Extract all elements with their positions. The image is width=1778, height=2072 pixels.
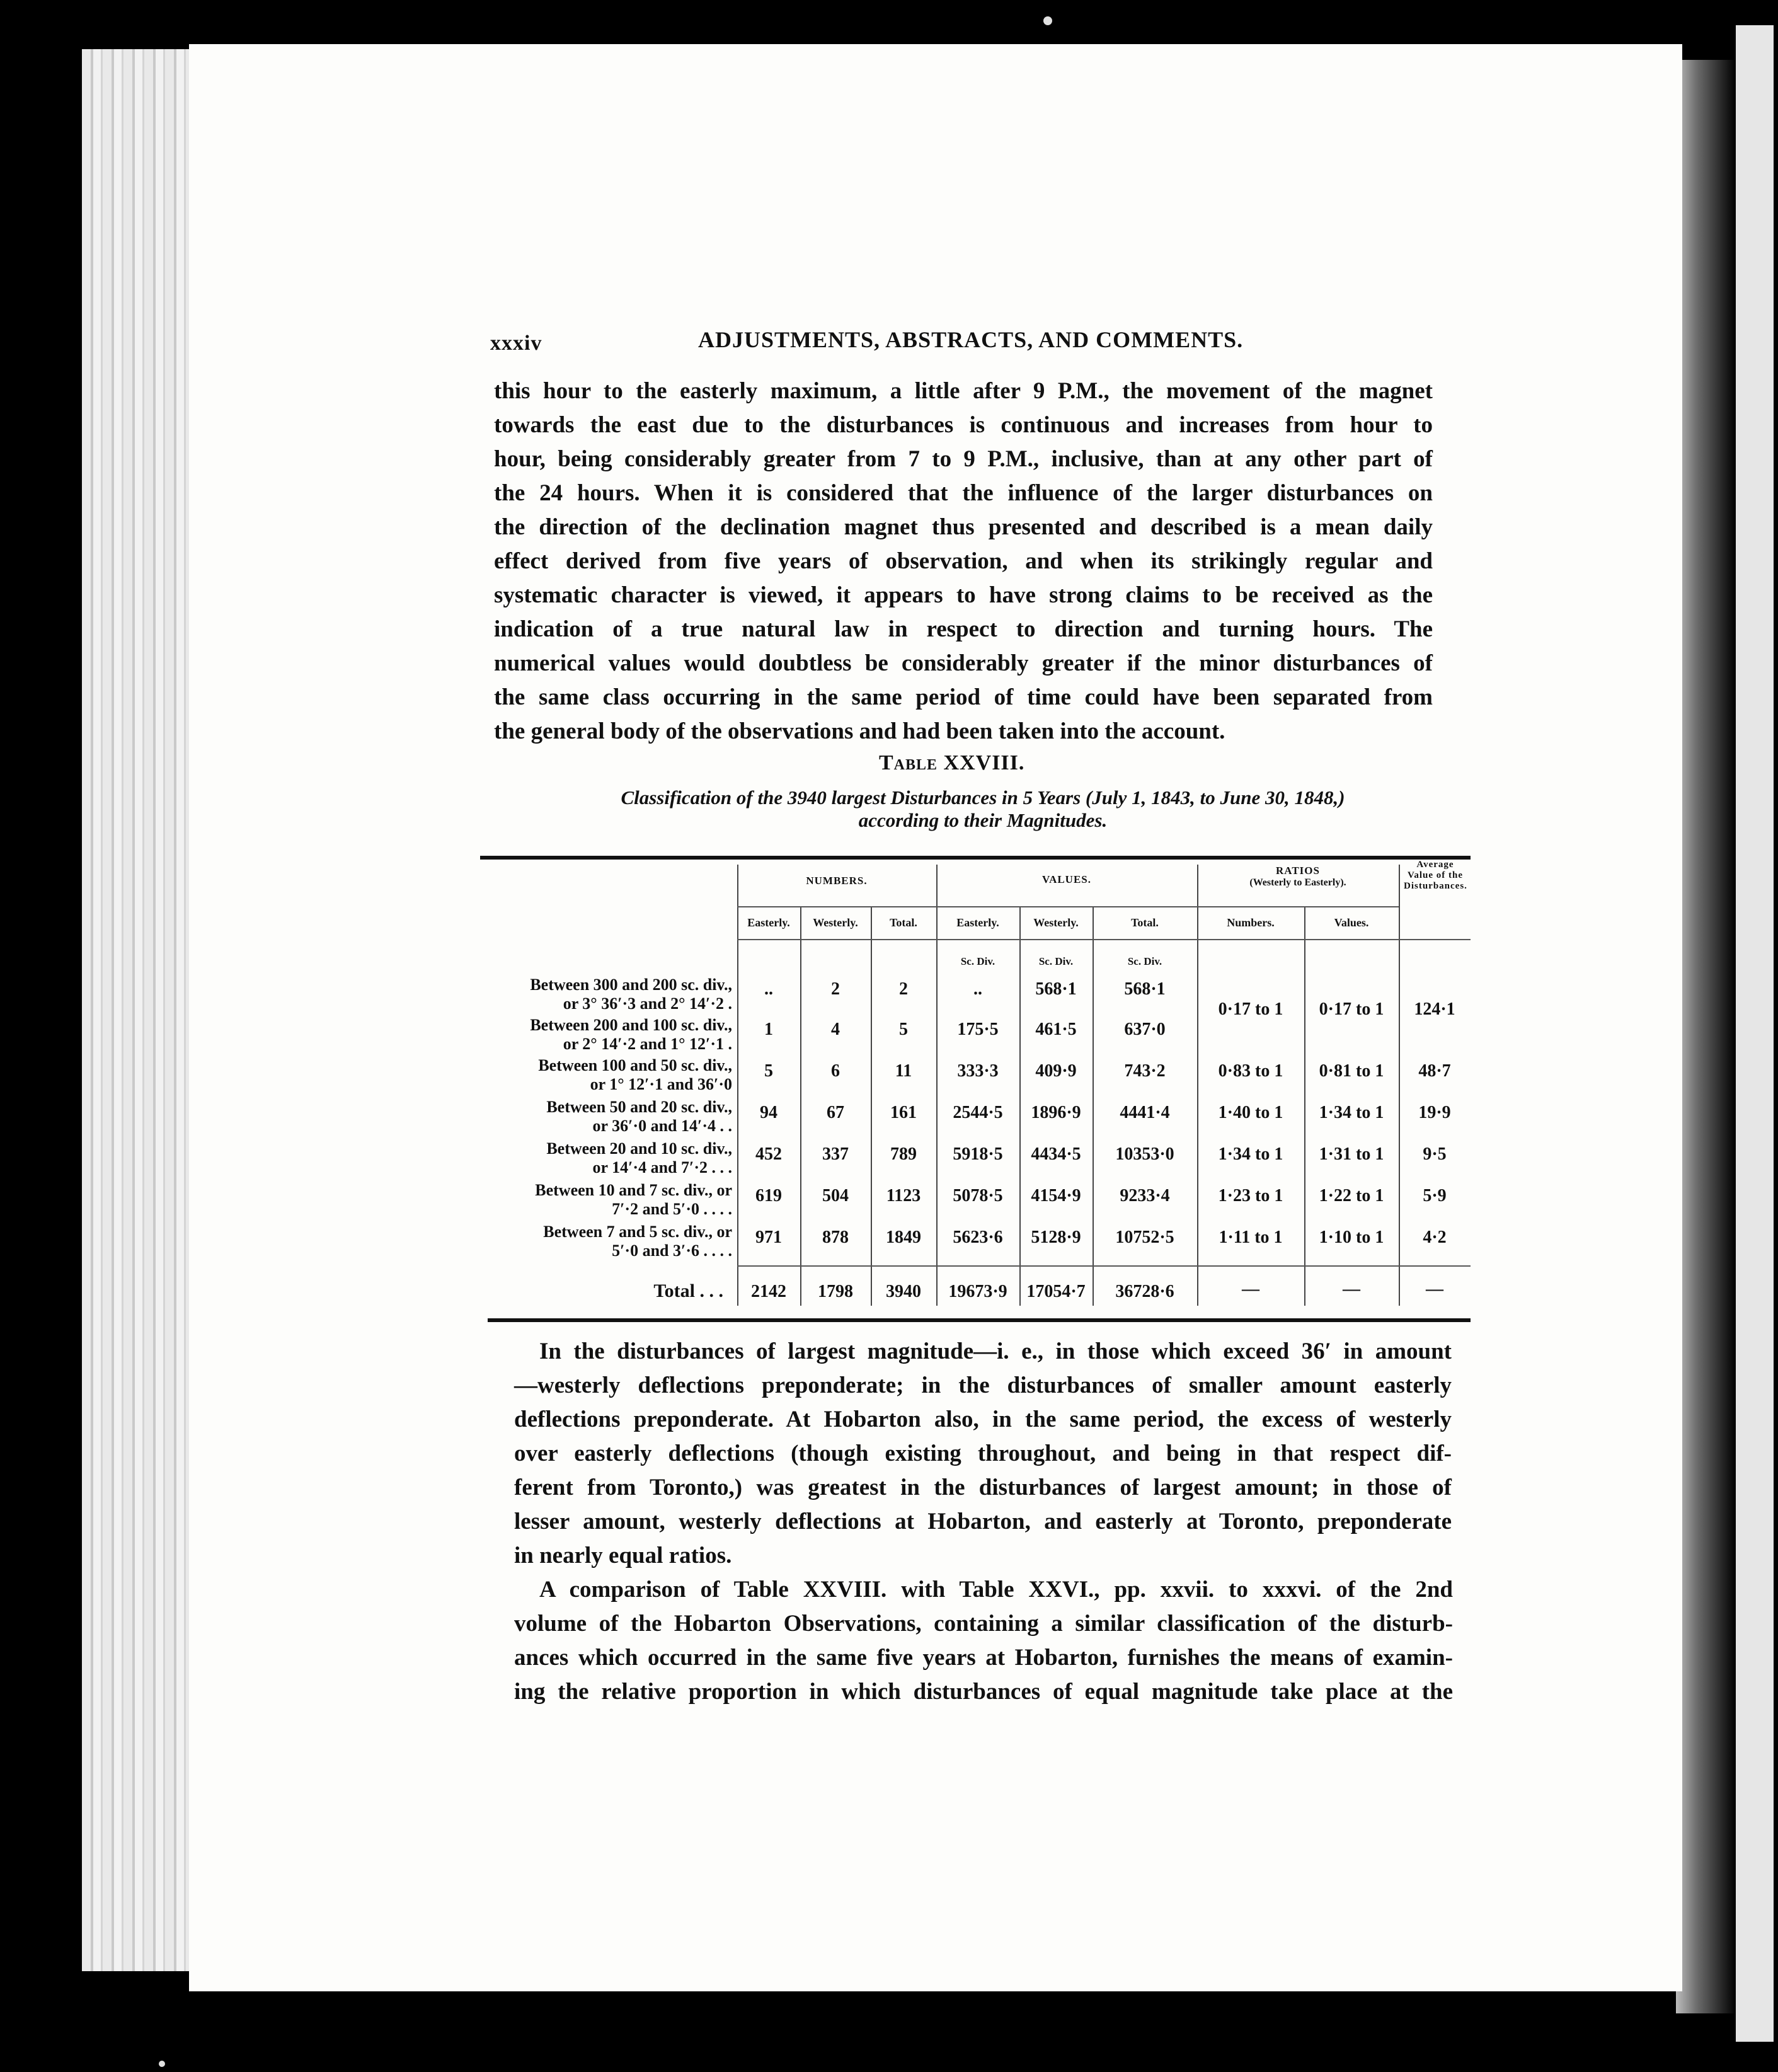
cell-v-total: 10752·5 (1115, 1228, 1174, 1247)
dust-speck (159, 2061, 165, 2067)
cell-v-total: 743·2 (1124, 1061, 1166, 1081)
cell-total: 161 (890, 1103, 917, 1122)
text-line: hour, being considerably greater from 7 to 9 P.M., inclusive, than at any other part of (494, 446, 1433, 472)
facing-page-strip (1736, 25, 1774, 2042)
text-line: deflections preponderate. At Hobarton also, in the same period, the excess of westerly (514, 1407, 1452, 1432)
cell-west: 2 (831, 979, 840, 999)
text-line: lesser amount, westerly deflections at Hobarton, and easterly at Toronto, preponderate (514, 1509, 1452, 1534)
folio: xxxiv (490, 331, 542, 355)
row-label-line: Between 10 and 7 sc. div., or (535, 1181, 732, 1199)
cell-average: 124·1 (1414, 999, 1455, 1019)
group-header-values: VALUES. (1041, 873, 1092, 885)
cell-west: 504 (822, 1186, 849, 1206)
row-label (480, 1139, 732, 1177)
total-average: — (1426, 1279, 1443, 1299)
cell-ratio-numbers: 1·34 to 1 (1218, 1144, 1283, 1164)
gutter-shadow (1676, 60, 1736, 2013)
header-rule (737, 906, 1399, 907)
cell-v-total: 4441·4 (1120, 1103, 1170, 1122)
cell-ratio-values: 1·22 to 1 (1319, 1186, 1384, 1206)
text-line: over easterly deflections (though existing throughout, and being in that respect dif- (514, 1441, 1452, 1466)
cell-v-total: 637·0 (1124, 1020, 1166, 1039)
cell-v-total: 10353·0 (1115, 1144, 1174, 1164)
cell-v-east: 5918·5 (953, 1144, 1003, 1164)
cell-ratio-numbers: 0·17 to 1 (1218, 999, 1283, 1019)
text-line: the same class occurring in the same period of time could have been separated from (494, 684, 1433, 710)
row-label-line: Between 100 and 50 sc. div., (538, 1056, 732, 1074)
cell-v-east: 5623·6 (953, 1228, 1003, 1247)
row-label-line: 7′·2 and 5′·0 . . . . (612, 1200, 732, 1218)
cell-v-west: 4434·5 (1031, 1144, 1081, 1164)
subheader-ratio-numbers: Numbers. (1227, 916, 1275, 929)
header-rule (737, 939, 1471, 940)
total-rule (737, 1265, 1471, 1267)
cell-total: 1123 (886, 1186, 921, 1206)
cell-ratio-numbers: 1·40 to 1 (1218, 1103, 1283, 1122)
text-line: towards the east due to the disturbances is continuous and increases from hour to (494, 412, 1433, 438)
row-label (480, 1223, 732, 1260)
subheader-values-westerly: Westerly. (1033, 916, 1079, 929)
cell-east: 1 (764, 1020, 773, 1039)
cell-average: 48·7 (1418, 1061, 1451, 1081)
cell-total: 1849 (886, 1228, 921, 1247)
text-line: indication of a true natural law in respect to direction and turning hours. The (494, 616, 1433, 642)
cell-v-west: 461·5 (1035, 1020, 1077, 1039)
subheader-ratio-values: Values. (1334, 916, 1369, 929)
total-ratio-numbers: — (1242, 1279, 1259, 1299)
group-header-ratios: RATIOS (1276, 865, 1320, 877)
cell-v-west: 1896·9 (1031, 1103, 1081, 1122)
row-label-line: Between 200 and 100 sc. div., (530, 1016, 732, 1034)
cell-average: 9·5 (1423, 1144, 1447, 1164)
total-total: 3940 (886, 1282, 921, 1301)
row-label-line: or 36′·0 and 14′·4 . . (592, 1117, 732, 1135)
cell-east: 5 (764, 1061, 773, 1081)
row-label-line: Between 300 and 200 sc. div., (530, 976, 732, 994)
table-top-rule (480, 856, 1471, 860)
cell-average: 19·9 (1418, 1103, 1451, 1122)
text-line: the direction of the declination magnet thus presented and described is a mean daily (494, 514, 1433, 540)
cell-east: 619 (755, 1186, 782, 1206)
text-line: —westerly deflections preponderate; in the disturbances of smaller amount easterly (514, 1373, 1452, 1398)
total-west: 1798 (818, 1282, 853, 1301)
text-line: A comparison of Table XXVIII. with Table XXVI., pp. xxvii. to xxxvi. of the 2nd (539, 1577, 1453, 1603)
text-line: numerical values would doubtless be considerably greater if the minor disturbances of (494, 650, 1433, 676)
subheader-values-total: Total. (1131, 916, 1159, 929)
text-line: systematic character is viewed, it appears to have strong claims to be received as the (494, 582, 1433, 608)
row-label (480, 1016, 732, 1054)
row-label-line: Between 20 and 10 sc. div., (546, 1139, 732, 1158)
caption-line: according to their Magnitudes. (858, 809, 1108, 831)
unit-label: Sc. Div. (1127, 955, 1162, 967)
cell-west: 4 (831, 1020, 840, 1039)
dust-speck (1043, 16, 1052, 25)
running-head: ADJUSTMENTS, ABSTRACTS, AND COMMENTS. (698, 327, 1244, 352)
total-v-east: 19673·9 (948, 1282, 1007, 1301)
paragraph-top (494, 374, 1433, 749)
cell-east: .. (764, 979, 773, 999)
cell-average: 5·9 (1423, 1186, 1447, 1206)
cell-total: 789 (890, 1144, 917, 1164)
cell-v-west: 568·1 (1035, 979, 1077, 999)
cell-ratio-values: 1·31 to 1 (1319, 1144, 1384, 1164)
cell-v-west: 409·9 (1035, 1061, 1077, 1081)
total-east: 2142 (751, 1282, 786, 1301)
row-label (480, 976, 732, 1013)
cell-ratio-numbers: 1·23 to 1 (1218, 1186, 1283, 1206)
text-line: this hour to the easterly maximum, a little after 9 P.M., the movement of the magnet (494, 378, 1433, 404)
paragraph-mid (514, 1335, 1452, 1573)
row-label (480, 1056, 732, 1094)
cell-west: 878 (822, 1228, 849, 1247)
cell-ratio-numbers: 0·83 to 1 (1218, 1061, 1283, 1081)
text-line: ing the relative proportion in which disturbances of equal magnitude take place at the (514, 1679, 1453, 1705)
cell-v-west: 4154·9 (1031, 1186, 1081, 1206)
running-header (490, 326, 1435, 364)
cell-v-east: 333·3 (957, 1061, 999, 1081)
text-line: In the disturbances of largest magnitude—i. e., in those which exceed 36′ in amount (539, 1338, 1452, 1364)
table-caption (529, 786, 1437, 832)
group-header-numbers: NUMBERS. (806, 875, 868, 887)
subheader-values-easterly: Easterly. (956, 916, 999, 929)
group-header-average: Average Value of the Disturbances. (1404, 860, 1467, 891)
cell-ratio-values: 1·34 to 1 (1319, 1103, 1384, 1122)
cell-v-west: 5128·9 (1031, 1228, 1081, 1247)
cell-east: 971 (755, 1228, 782, 1247)
cell-west: 67 (827, 1103, 844, 1122)
subheader-westerly: Westerly. (813, 916, 858, 929)
cell-west: 337 (822, 1144, 849, 1164)
unit-label: Sc. Div. (1038, 955, 1074, 967)
cell-total: 5 (899, 1020, 908, 1039)
text-line: ferent from Toronto,) was greatest in the disturbances of largest amount; in those of (514, 1475, 1452, 1500)
cell-v-east: 2544·5 (953, 1103, 1003, 1122)
cell-total: 11 (895, 1061, 912, 1081)
row-label (480, 1098, 732, 1136)
cell-average: 4·2 (1423, 1228, 1447, 1247)
text-line: volume of the Hobarton Observations, containing a similar classification of the disturb- (514, 1611, 1453, 1637)
group-header-ratios-sub: (Westerly to Easterly). (1249, 877, 1346, 888)
total-v-total: 36728·6 (1115, 1282, 1174, 1301)
row-label-line: Between 7 and 5 sc. div., or (543, 1223, 732, 1241)
text-line: the 24 hours. When it is considered that the influence of the larger disturbances on (494, 480, 1433, 506)
text-line: in nearly equal ratios. (514, 1543, 732, 1568)
total-ratio-values: — (1343, 1279, 1360, 1299)
caption-line: Classification of the 3940 largest Disturbances in 5 Years (July 1, 1843, to June 30, 1848,) (621, 786, 1345, 809)
cell-ratio-values: 1·10 to 1 (1319, 1228, 1384, 1247)
disturbance-table (480, 851, 1471, 1330)
table-title: Table XXVIII. (879, 751, 1025, 774)
cell-v-total: 9233·4 (1120, 1186, 1170, 1206)
row-label-line: or 14′·4 and 7′·2 . . . (592, 1158, 732, 1177)
subheader-easterly: Easterly. (747, 916, 790, 929)
cell-v-total: 568·1 (1124, 979, 1166, 999)
text-line: ances which occurred in the same five years at Hobarton, furnishes the means of examin- (514, 1645, 1453, 1671)
cell-ratio-numbers: 1·11 to 1 (1219, 1228, 1283, 1247)
cell-v-east: 175·5 (957, 1020, 999, 1039)
paragraph-bottom (514, 1573, 1453, 1709)
subheader-total: Total. (890, 916, 917, 929)
row-label-line: Between 50 and 20 sc. div., (546, 1098, 732, 1116)
cell-east: 94 (760, 1103, 777, 1122)
row-label-line: or 3° 36′·3 and 2° 14′·2 . (563, 994, 732, 1013)
row-label-line: or 2° 14′·2 and 1° 12′·1 . (563, 1035, 732, 1053)
cell-ratio-values: 0·17 to 1 (1319, 999, 1384, 1019)
cell-east: 452 (755, 1144, 782, 1164)
row-label-line: 5′·0 and 3′·6 . . . . (612, 1241, 732, 1260)
unit-label: Sc. Div. (960, 955, 995, 967)
text-line: effect derived from five years of observation, and when its strikingly regular and (494, 548, 1433, 574)
cell-west: 6 (831, 1061, 840, 1081)
table-bottom-rule (488, 1318, 1471, 1322)
cell-ratio-values: 0·81 to 1 (1319, 1061, 1384, 1081)
row-label (480, 1181, 732, 1219)
cell-v-east: .. (973, 979, 982, 999)
page-edge-stack (82, 49, 202, 1971)
cell-total: 2 (899, 979, 908, 999)
row-label-line: or 1° 12′·1 and 36′·0 (590, 1075, 732, 1093)
cell-v-east: 5078·5 (953, 1186, 1003, 1206)
total-label: Total . . . (653, 1281, 723, 1301)
total-v-west: 17054·7 (1026, 1282, 1086, 1301)
text-line: the general body of the observations and had been taken into the account. (494, 718, 1225, 744)
